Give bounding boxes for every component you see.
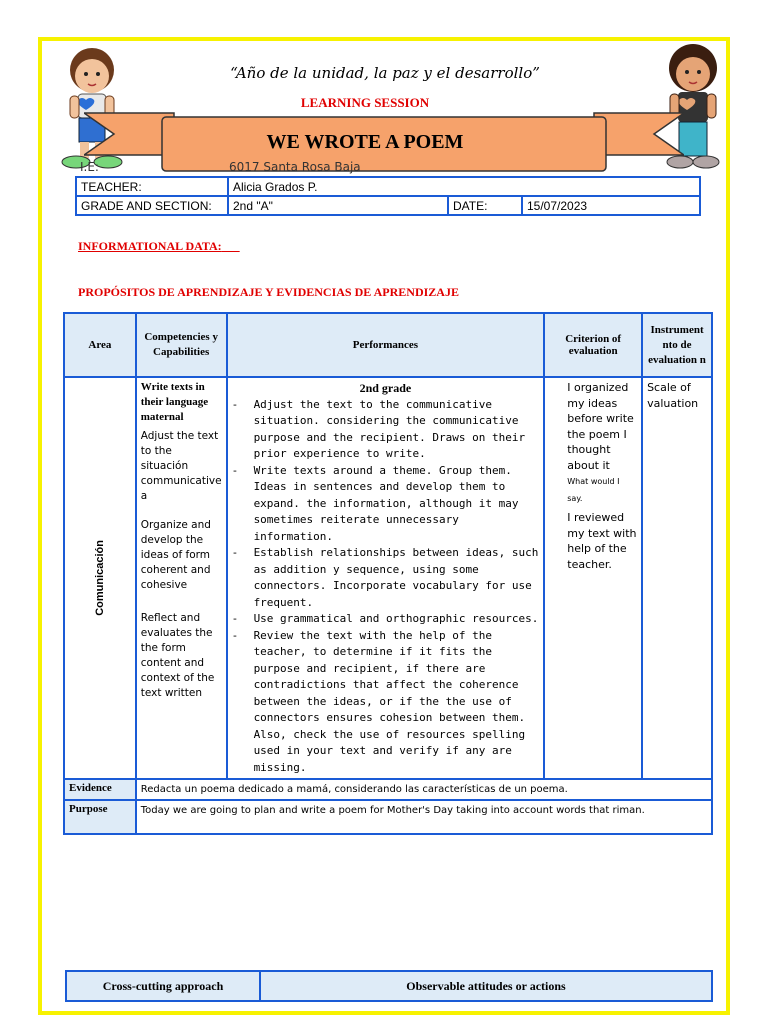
teacher-label: TEACHER: [76,177,228,196]
competencies-header: Competencies y Capabilities [136,313,227,377]
ie-label: I.E: [80,160,99,174]
performance-item: Use grammatical and orthographic resources. [253,612,539,625]
grade-label: GRADE AND SECTION: [76,196,228,215]
grade-label: 2nd grade [359,381,412,395]
evidence-value: Redacta un poema dedicado a mamá, considerando las características de un poema. [136,779,712,800]
cross-cutting-table [65,970,713,1002]
page-title: WE WROTE A POEM [266,131,464,153]
performances-header: Performances [227,313,545,377]
ie-value: 6017 Santa Rosa Baja [229,160,361,174]
year-motto: “Año de la unidad, la paz y el desarrollo” [230,64,540,82]
performances-cell: 2nd grade - Adjust the text to the communicative situation. considering the communicative purpose and the recipient. Draws on their prior experience to write. - Write texts around a theme. Group them. Ideas in sentences and develop them to expand. the information, although it may sometimes reiterate unnecessary information. - Establish relationships between ideas, such as addition y sequence, using some connectors. Incorporate vocabulary for use frequent. - Use grammatical and orthographic resources. - Review the text with the help of the teacher, to determine if it fits the purpose and recipient, if there are contradictions that affect the coherence between the ideas, or if the the use of connectors ensures cohesion between them. Also, check the use of resources spelling used in your text and verify if any are missing. [227,377,545,779]
capability-item: Adjust the text to the situación communicative a [140,430,222,502]
learning-table [63,312,713,835]
bullet-icon [549,510,567,572]
purposes-heading: PROPÓSITOS DE APRENDIZAJE Y EVIDENCIAS DE APRENDIZAJE [78,285,459,299]
grade-value: 2nd "A" [228,196,448,215]
criterion-header: Criterion of evaluation [544,313,642,377]
instrument-header: Instrument nto de evaluation n [642,313,712,377]
date-label: DATE: [448,196,522,215]
informational-heading: INFORMATIONAL DATA: [78,239,222,253]
info-table [75,176,701,216]
criterion-item: I reviewed my text with help of the teacher. [567,511,637,571]
teacher-value: Alicia Grados P. [228,177,700,196]
area-header: Area [64,313,136,377]
session-label: LEARNING SESSION [300,95,430,110]
date-value: 15/07/2023 [522,196,700,215]
performance-item: Establish relationships between ideas, such as addition y sequence, using some connectors. Incorporate vocabulary for use frequent. [253,546,539,609]
competency-title: Write texts in their language maternal [140,381,209,423]
purpose-label: Purpose [64,800,136,834]
competency-cell [136,377,227,779]
criterion-cell: I organized my ideas before write the poem I thought about it What would I say. I reviewed my text with help of the teacher. [544,377,642,779]
criterion-item: I organized my ideas before write the poem I thought about it [567,381,634,472]
instrument-value: Scale of valuation [642,377,712,779]
capability-item: Reflect and evaluates the the form content and context of the text written [140,612,215,699]
evidence-label: Evidence [64,779,136,800]
purpose-value: Today we are going to plan and write a poem for Mother's Day taking into account words that riman. [136,800,712,834]
performance-item: Write texts around a theme. Group them. Ideas in sentences and develop them to expand. the information, although it may sometimes reiterate unnecessary information. [253,463,519,543]
performance-item: Review the text with the help of the teacher, to determine if it fits the purpose and recipient, if there are contradictions that affect the coherence between the ideas, or if the the use of connectors ensures cohesion between them. Also, check the use of resources spelling used in your text and verify if any are missing. [253,628,526,774]
capability-item: Organize and develop the ideas of form coherent and cohesive [140,519,211,591]
area-value: Comunicación [93,540,106,616]
attitudes-header: Observable attitudes or actions [260,971,712,1001]
cross-approach-header: Cross-cutting approach [66,971,260,1001]
area-cell [64,377,136,779]
bullet-icon [549,380,567,506]
performance-item: Adjust the text to the communicative situation. considering the communicative purpose and the recipient. Draws on their prior experience to write. [253,397,526,460]
